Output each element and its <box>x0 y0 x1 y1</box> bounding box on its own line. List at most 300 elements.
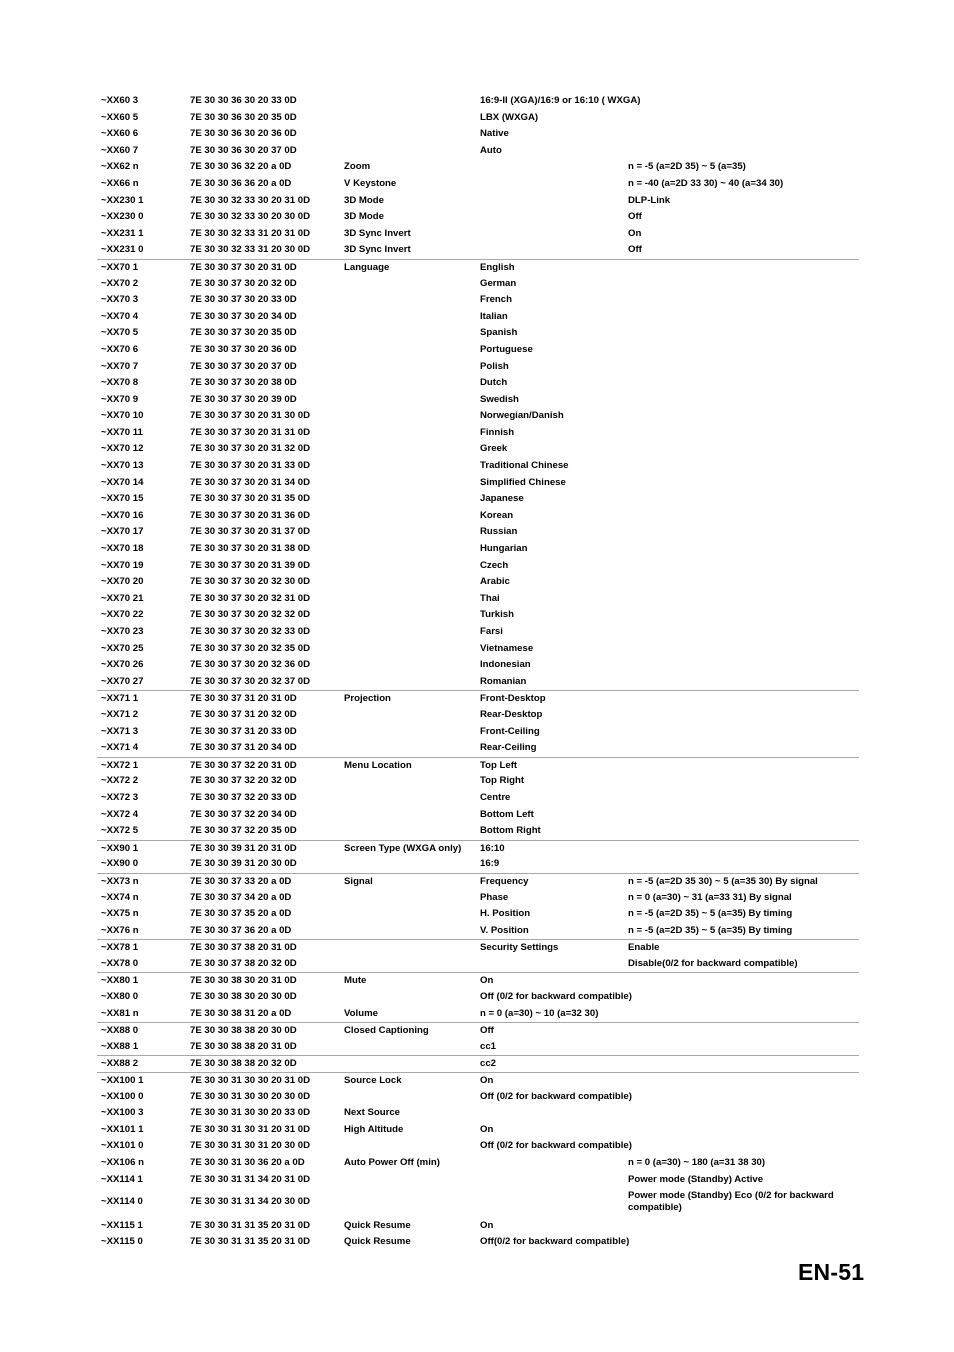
ascii-code-cell: 7E 30 30 31 31 34 20 31 0D <box>190 1173 311 1185</box>
ascii-code-cell: 7E 30 30 37 32 20 35 0D <box>190 825 297 837</box>
command-code-cell: ~XX60 3 <box>101 95 139 106</box>
ascii-code-cell: 7E 30 30 37 38 20 32 0D <box>190 957 297 969</box>
function-cell: Volume <box>344 1007 378 1019</box>
command-code-cell: ~XX114 0 <box>101 1196 143 1208</box>
ascii-code-cell: 7E 30 30 37 30 20 34 0D <box>190 310 297 322</box>
command-code-cell: ~XX70 23 <box>101 626 144 637</box>
table-row <box>97 890 859 907</box>
table-row <box>97 143 859 160</box>
table-row <box>97 823 859 840</box>
table-row <box>97 1122 859 1139</box>
description-cell: On <box>480 1075 494 1087</box>
ascii-code-cell: 7E 30 30 37 30 20 32 30 0D <box>190 576 311 588</box>
ascii-code-cell: 7E 30 30 36 30 20 35 0D <box>190 111 297 123</box>
table-row <box>97 292 859 309</box>
description-cell: Spanish <box>480 327 518 339</box>
description-cell: Centre <box>480 791 511 803</box>
description-cell: On <box>480 1219 494 1231</box>
command-code-cell: ~XX88 1 <box>101 1040 139 1052</box>
table-row <box>97 309 859 326</box>
description-cell: Swedish <box>480 393 519 405</box>
function-cell: Quick Resume <box>344 1219 411 1231</box>
description-cell: Korean <box>480 509 514 521</box>
command-table <box>97 93 859 1251</box>
function-cell: Zoom <box>344 161 371 173</box>
ascii-code-cell: 7E 30 30 31 31 34 20 30 0D <box>190 1196 311 1208</box>
command-code-cell: ~XX88 0 <box>101 1025 139 1037</box>
table-row <box>97 110 859 127</box>
table-row <box>97 624 859 641</box>
command-code-cell: ~XX70 11 <box>101 426 143 438</box>
description-cell: H. Position <box>480 908 531 920</box>
ascii-code-cell: 7E 30 30 32 33 30 20 31 0D <box>190 194 311 206</box>
table-row <box>97 956 859 973</box>
command-code-cell: ~XX74 n <box>101 891 139 903</box>
description-cell: Indonesian <box>480 659 531 671</box>
function-cell: 3D Mode <box>344 194 384 206</box>
ascii-code-cell: 7E 30 30 37 30 20 31 32 0D <box>190 443 311 455</box>
function-cell: Signal <box>344 875 373 887</box>
parameter-cell: n = 0 (a=30) ~ 180 (a=31 38 30) <box>628 1157 766 1168</box>
description-cell: Bottom Right <box>480 825 541 837</box>
parameter-cell: Power mode (Standby) Eco (0/2 for backward compatible) <box>628 1190 834 1214</box>
table-row <box>97 740 859 757</box>
table-row <box>97 159 859 176</box>
ascii-code-cell: 7E 30 30 37 30 20 32 35 0D <box>190 642 311 654</box>
table-row <box>97 342 859 359</box>
command-code-cell: ~XX114 1 <box>101 1173 143 1185</box>
command-code-cell: ~XX75 n <box>101 908 139 920</box>
parameter-cell: Power mode (Standby) Active <box>628 1173 764 1185</box>
description-cell: Czech <box>480 559 509 571</box>
table-row <box>97 126 859 143</box>
ascii-code-cell: 7E 30 30 37 30 20 32 37 0D <box>190 675 311 687</box>
command-code-cell: ~XX72 2 <box>101 775 139 787</box>
table-row <box>97 524 859 541</box>
function-cell: Auto Power Off (min) <box>344 1157 440 1168</box>
command-code-cell: ~XX70 16 <box>101 509 144 521</box>
parameter-cell: Off <box>628 211 642 223</box>
table-row <box>97 972 859 989</box>
command-code-cell: ~XX70 4 <box>101 310 139 322</box>
ascii-code-cell: 7E 30 30 37 30 20 31 35 0D <box>190 493 311 505</box>
command-code-cell: ~XX73 n <box>101 875 139 887</box>
table-row <box>97 441 859 458</box>
ascii-code-cell: 7E 30 30 37 34 20 a 0D <box>190 891 292 903</box>
description-cell: Traditional Chinese <box>480 460 569 472</box>
ascii-code-cell: 7E 30 30 37 38 20 31 0D <box>190 942 297 954</box>
function-cell: Screen Type (WXGA only) <box>344 842 462 854</box>
command-code-cell: ~XX101 0 <box>101 1140 144 1152</box>
table-row <box>97 607 859 624</box>
ascii-code-cell: 7E 30 30 36 30 20 33 0D <box>190 95 297 106</box>
command-code-cell: ~XX71 3 <box>101 725 139 737</box>
ascii-code-cell: 7E 30 30 38 38 20 32 0D <box>190 1058 297 1070</box>
ascii-code-cell: 7E 30 30 37 30 20 36 0D <box>190 343 297 355</box>
ascii-code-cell: 7E 30 30 31 30 30 20 30 0D <box>190 1090 311 1102</box>
command-code-cell: ~XX80 1 <box>101 975 139 987</box>
parameter-cell: n = -40 (a=2D 33 30) ~ 40 (a=34 30) <box>628 177 784 189</box>
description-cell: Off (0/2 for backward compatible) <box>480 1140 632 1152</box>
function-cell: Mute <box>344 975 367 987</box>
ascii-code-cell: 7E 30 30 37 30 20 32 32 0D <box>190 609 311 621</box>
command-code-cell: ~XX70 26 <box>101 659 144 671</box>
table-row <box>97 657 859 674</box>
parameter-cell: n = -5 (a=2D 35) ~ 5 (a=35) By timing <box>628 924 793 936</box>
description-cell: Phase <box>480 891 509 903</box>
description-cell: Simplified Chinese <box>480 476 566 488</box>
command-code-cell: ~XX70 8 <box>101 377 139 389</box>
command-code-cell: ~XX100 0 <box>101 1090 144 1102</box>
table-row <box>97 1006 859 1023</box>
ascii-code-cell: 7E 30 30 37 30 20 31 36 0D <box>190 509 311 521</box>
ascii-code-cell: 7E 30 30 36 30 20 36 0D <box>190 128 297 140</box>
ascii-code-cell: 7E 30 30 38 30 20 31 0D <box>190 975 297 987</box>
description-cell: Japanese <box>480 493 524 505</box>
table-row <box>97 491 859 508</box>
description-cell: Security Settings <box>480 942 559 954</box>
description-cell: Portuguese <box>480 343 533 355</box>
table-row <box>97 923 859 940</box>
parameter-cell: Disable(0/2 for backward compatible) <box>628 957 798 969</box>
ascii-code-cell: 7E 30 30 31 30 31 20 30 0D <box>190 1140 311 1152</box>
command-code-cell: ~XX70 1 <box>101 261 139 273</box>
command-code-cell: ~XX76 n <box>101 924 139 936</box>
command-code-cell: ~XX70 12 <box>101 443 144 455</box>
table-row <box>97 1234 859 1251</box>
command-code-cell: ~XX71 1 <box>101 693 139 705</box>
table-row <box>97 392 859 409</box>
ascii-code-cell: 7E 30 30 37 30 20 37 0D <box>190 360 297 372</box>
ascii-code-cell: 7E 30 30 36 32 20 a 0D <box>190 161 292 173</box>
table-row <box>97 242 859 259</box>
description-cell: Auto <box>480 144 502 156</box>
ascii-code-cell: 7E 30 30 37 31 20 34 0D <box>190 742 297 754</box>
table-row <box>97 226 859 243</box>
command-code-cell: ~XX101 1 <box>101 1123 144 1135</box>
ascii-code-cell: 7E 30 30 37 31 20 33 0D <box>190 725 297 737</box>
table-row <box>97 1072 859 1089</box>
ascii-code-cell: 7E 30 30 37 30 20 31 33 0D <box>190 460 311 472</box>
command-code-cell: ~XX70 7 <box>101 360 139 372</box>
description-cell: Polish <box>480 360 509 372</box>
description-cell: Thai <box>480 592 500 604</box>
description-cell: On <box>480 975 494 987</box>
ascii-code-cell: 7E 30 30 39 31 20 30 0D <box>190 858 297 870</box>
ascii-code-cell: 7E 30 30 37 31 20 32 0D <box>190 708 297 720</box>
command-code-cell: ~XX100 3 <box>101 1107 144 1119</box>
page-number: EN-51 <box>798 1259 865 1285</box>
ascii-code-cell: 7E 30 30 37 33 20 a 0D <box>190 875 292 887</box>
command-code-cell: ~XX70 6 <box>101 343 139 355</box>
ascii-code-cell: 7E 30 30 37 32 20 34 0D <box>190 808 297 820</box>
ascii-code-cell: 7E 30 30 31 31 35 20 31 0D <box>190 1219 311 1231</box>
ascii-code-cell: 7E 30 30 38 38 20 31 0D <box>190 1040 297 1052</box>
command-code-cell: ~XX70 3 <box>101 294 139 306</box>
function-cell: 3D Sync Invert <box>344 244 411 256</box>
table-row <box>97 1218 859 1235</box>
table-row <box>97 425 859 442</box>
ascii-code-cell: 7E 30 30 36 36 20 a 0D <box>190 177 292 189</box>
ascii-code-cell: 7E 30 30 37 30 20 31 38 0D <box>190 543 311 555</box>
command-code-cell: ~XX70 22 <box>101 609 144 621</box>
description-cell: English <box>480 261 515 273</box>
description-cell: Rear-Desktop <box>480 708 543 720</box>
function-cell: Language <box>344 261 390 273</box>
ascii-code-cell: 7E 30 30 37 30 20 31 39 0D <box>190 559 311 571</box>
description-cell: Greek <box>480 443 508 455</box>
ascii-code-cell: 7E 30 30 37 30 20 38 0D <box>190 377 297 389</box>
table-row <box>97 1022 859 1039</box>
table-row <box>97 325 859 342</box>
ascii-code-cell: 7E 30 30 38 38 20 30 0D <box>190 1025 297 1037</box>
description-cell: German <box>480 277 517 289</box>
parameter-cell: DLP-Link <box>628 194 671 206</box>
description-cell: Native <box>480 128 509 140</box>
table-row <box>97 989 859 1006</box>
table-row <box>97 508 859 525</box>
description-cell: Russian <box>480 526 518 538</box>
description-cell: Norwegian/Danish <box>480 410 564 422</box>
description-cell: Top Left <box>480 759 518 771</box>
table-row <box>97 939 859 956</box>
table-row <box>97 840 859 857</box>
ascii-code-cell: 7E 30 30 31 30 31 20 31 0D <box>190 1123 311 1135</box>
ascii-code-cell: 7E 30 30 38 30 20 30 0D <box>190 991 297 1003</box>
ascii-code-cell: 7E 30 30 37 30 20 31 34 0D <box>190 476 311 488</box>
table-row <box>97 790 859 807</box>
command-code-cell: ~XX60 6 <box>101 128 139 140</box>
command-code-cell: ~XX60 5 <box>101 111 139 123</box>
command-code-cell: ~XX70 25 <box>101 642 144 654</box>
command-code-cell: ~XX72 3 <box>101 791 139 803</box>
description-cell: Finnish <box>480 426 515 438</box>
command-code-cell: ~XX90 0 <box>101 858 139 870</box>
command-code-cell: ~XX70 13 <box>101 460 144 472</box>
ascii-code-cell: 7E 30 30 37 30 20 31 31 0D <box>190 426 311 438</box>
command-code-cell: ~XX71 2 <box>101 708 139 720</box>
ascii-code-cell: 7E 30 30 36 30 20 37 0D <box>190 144 297 156</box>
function-cell: 3D Mode <box>344 211 384 223</box>
command-code-cell: ~XX70 14 <box>101 476 144 488</box>
ascii-code-cell: 7E 30 30 31 31 35 20 31 0D <box>190 1236 311 1248</box>
table-row <box>97 408 859 425</box>
command-code-cell: ~XX81 n <box>101 1007 139 1019</box>
command-code-cell: ~XX70 18 <box>101 543 144 555</box>
description-cell: Frequency <box>480 875 529 887</box>
ascii-code-cell: 7E 30 30 39 31 20 31 0D <box>190 842 297 854</box>
table-row <box>97 176 859 193</box>
table-row <box>97 773 859 790</box>
table-row <box>97 707 859 724</box>
description-cell: V. Position <box>480 924 529 936</box>
table-row <box>97 641 859 658</box>
command-code-cell: ~XX70 17 <box>101 526 144 538</box>
command-code-cell: ~XX70 5 <box>101 327 139 339</box>
description-cell: Arabic <box>480 576 510 588</box>
parameter-cell: Enable <box>628 942 660 954</box>
ascii-code-cell: 7E 30 30 37 30 20 32 31 0D <box>190 592 311 604</box>
description-cell: French <box>480 294 512 306</box>
command-code-cell: ~XX70 15 <box>101 493 144 505</box>
table-row <box>97 757 859 774</box>
ascii-code-cell: 7E 30 30 32 33 31 20 30 0D <box>190 244 311 256</box>
function-cell: Closed Captioning <box>344 1025 429 1037</box>
parameter-cell: n = -5 (a=2D 35) ~ 5 (a=35) By timing <box>628 908 793 920</box>
table-row <box>97 1155 859 1172</box>
description-cell: Off (0/2 for backward compatible) <box>480 991 632 1003</box>
command-code-cell: ~XX230 0 <box>101 211 144 223</box>
function-cell: Next Source <box>344 1107 400 1119</box>
table-row <box>97 1105 859 1122</box>
description-cell: n = 0 (a=30) ~ 10 (a=32 30) <box>480 1007 599 1019</box>
description-cell: Rear-Ceiling <box>480 742 537 754</box>
command-code-cell: ~XX60 7 <box>101 144 139 156</box>
command-code-cell: ~XX78 1 <box>101 942 139 954</box>
description-cell: Front-Desktop <box>480 693 546 705</box>
table-row <box>97 259 859 276</box>
table-row <box>97 359 859 376</box>
table-row <box>97 1188 859 1217</box>
table-row <box>97 906 859 923</box>
ascii-code-cell: 7E 30 30 37 32 20 33 0D <box>190 791 297 803</box>
description-cell: Hungarian <box>480 543 528 555</box>
parameter-cell: On <box>628 227 642 239</box>
parameter-cell: n = -5 (a=2D 35 30) ~ 5 (a=35 30) By signal <box>628 875 818 887</box>
command-code-cell: ~XX62 n <box>101 161 139 173</box>
table-row <box>97 807 859 824</box>
command-code-cell: ~XX71 4 <box>101 742 139 754</box>
description-cell: cc2 <box>480 1058 497 1070</box>
table-row <box>97 541 859 558</box>
ascii-code-cell: 7E 30 30 37 30 20 39 0D <box>190 393 297 405</box>
table-row <box>97 1039 859 1056</box>
table-row <box>97 558 859 575</box>
ascii-code-cell: 7E 30 30 37 32 20 32 0D <box>190 775 297 787</box>
ascii-code-cell: 7E 30 30 32 33 30 20 30 0D <box>190 211 311 223</box>
ascii-code-cell: 7E 30 30 37 30 20 32 33 0D <box>190 626 311 637</box>
function-cell: 3D Sync Invert <box>344 227 411 239</box>
command-code-cell: ~XX100 1 <box>101 1075 144 1087</box>
description-cell: Off(0/2 for backward compatible) <box>480 1236 630 1248</box>
table-row <box>97 458 859 475</box>
command-code-cell: ~XX88 2 <box>101 1058 139 1070</box>
table-row <box>97 1089 859 1106</box>
command-code-cell: ~XX78 0 <box>101 957 139 969</box>
table-row <box>97 475 859 492</box>
ascii-code-cell: 7E 30 30 37 30 20 33 0D <box>190 294 297 306</box>
command-code-cell: ~XX72 5 <box>101 825 139 837</box>
ascii-code-cell: 7E 30 30 37 30 20 31 0D <box>190 261 297 273</box>
command-code-cell: ~XX70 20 <box>101 576 144 588</box>
description-cell: cc1 <box>480 1040 497 1052</box>
ascii-code-cell: 7E 30 30 31 30 36 20 a 0D <box>190 1157 305 1168</box>
command-code-cell: ~XX70 2 <box>101 277 139 289</box>
table-row <box>97 674 859 691</box>
command-code-cell: ~XX231 1 <box>101 227 144 239</box>
parameter-cell: n = 0 (a=30) ~ 31 (a=33 31) By signal <box>628 891 792 903</box>
description-cell: Italian <box>480 310 508 322</box>
table-row <box>97 193 859 210</box>
table-row <box>97 276 859 293</box>
description-cell: Turkish <box>480 609 514 621</box>
command-code-cell: ~XX70 21 <box>101 592 144 604</box>
ascii-code-cell: 7E 30 30 37 30 20 31 30 0D <box>190 410 311 422</box>
command-code-cell: ~XX72 1 <box>101 759 139 771</box>
ascii-code-cell: 7E 30 30 37 31 20 31 0D <box>190 693 297 705</box>
table-row <box>97 690 859 707</box>
description-cell: Front-Ceiling <box>480 725 540 737</box>
description-cell: Off <box>480 1025 494 1037</box>
description-cell: 16:10 <box>480 842 505 854</box>
table-row <box>97 1055 859 1072</box>
ascii-code-cell: 7E 30 30 32 33 31 20 31 0D <box>190 227 311 239</box>
command-code-cell: ~XX115 1 <box>101 1219 143 1231</box>
description-cell: Romanian <box>480 675 527 687</box>
description-cell: Farsi <box>480 626 503 637</box>
parameter-cell: Off <box>628 244 642 256</box>
function-cell: Menu Location <box>344 759 412 771</box>
table-row <box>97 856 859 873</box>
command-code-cell: ~XX115 0 <box>101 1236 143 1248</box>
table-row <box>97 375 859 392</box>
ascii-code-cell: 7E 30 30 38 31 20 a 0D <box>190 1007 292 1019</box>
description-cell: Bottom Left <box>480 808 534 820</box>
function-cell: High Altitude <box>344 1123 404 1135</box>
command-code-cell: ~XX70 27 <box>101 675 144 687</box>
ascii-code-cell: 7E 30 30 37 30 20 32 36 0D <box>190 659 311 671</box>
table-row <box>97 724 859 741</box>
ascii-code-cell: 7E 30 30 31 30 30 20 33 0D <box>190 1107 311 1119</box>
table-row <box>97 93 859 110</box>
function-cell: Projection <box>344 693 391 705</box>
table-row <box>97 209 859 226</box>
command-code-cell: ~XX231 0 <box>101 244 144 256</box>
description-cell: 16:9 <box>480 858 500 870</box>
table-row <box>97 1172 859 1189</box>
function-cell: V Keystone <box>344 177 397 189</box>
description-cell: Off (0/2 for backward compatible) <box>480 1090 632 1102</box>
description-cell: Top Right <box>480 775 525 787</box>
command-code-cell: ~XX80 0 <box>101 991 139 1003</box>
command-code-cell: ~XX106 n <box>101 1157 144 1168</box>
table-row <box>97 574 859 591</box>
ascii-code-cell: 7E 30 30 37 30 20 31 37 0D <box>190 526 311 538</box>
command-code-cell: ~XX66 n <box>101 177 139 189</box>
description-cell: 16:9-II (XGA)/16:9 or 16:10 ( WXGA) <box>480 95 641 106</box>
description-cell: LBX (WXGA) <box>480 111 539 123</box>
ascii-code-cell: 7E 30 30 37 35 20 a 0D <box>190 908 292 920</box>
table-row <box>97 1138 859 1155</box>
ascii-code-cell: 7E 30 30 31 30 30 20 31 0D <box>190 1075 311 1087</box>
command-code-cell: ~XX70 10 <box>101 410 144 422</box>
ascii-code-cell: 7E 30 30 37 36 20 a 0D <box>190 924 292 936</box>
parameter-cell: n = -5 (a=2D 35) ~ 5 (a=35) <box>628 161 746 173</box>
ascii-code-cell: 7E 30 30 37 30 20 35 0D <box>190 327 297 339</box>
function-cell: Quick Resume <box>344 1236 411 1248</box>
description-cell: Dutch <box>480 377 508 389</box>
command-code-cell: ~XX90 1 <box>101 842 139 854</box>
command-code-cell: ~XX70 19 <box>101 559 144 571</box>
ascii-code-cell: 7E 30 30 37 32 20 31 0D <box>190 759 297 771</box>
command-code-cell: ~XX72 4 <box>101 808 139 820</box>
description-cell: Vietnamese <box>480 642 534 654</box>
table-row <box>97 591 859 608</box>
table-row <box>97 873 859 890</box>
command-code-cell: ~XX230 1 <box>101 194 144 206</box>
function-cell: Source Lock <box>344 1075 402 1087</box>
ascii-code-cell: 7E 30 30 37 30 20 32 0D <box>190 277 297 289</box>
